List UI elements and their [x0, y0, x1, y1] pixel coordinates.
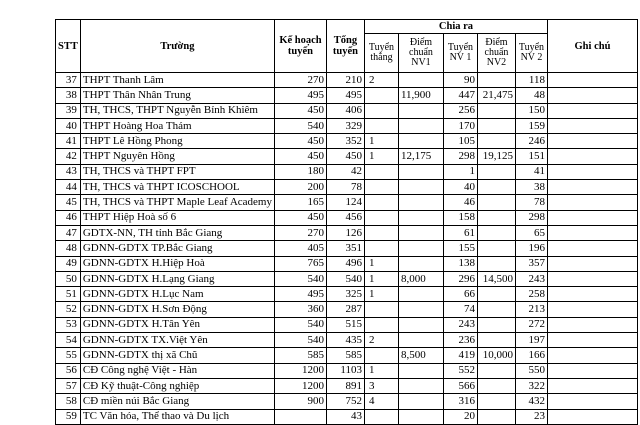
- cell-tuyen-nv1: 552: [443, 363, 477, 378]
- cell-tuyen-nv1: 256: [443, 103, 477, 118]
- table-row: [56, 287, 638, 302]
- cell-tong-tuyen: 42: [326, 164, 364, 179]
- cell-diem-chuan-nv1: [398, 409, 443, 424]
- header-ke-hoach: Kế hoạch tuyển: [274, 20, 326, 73]
- table-row: [56, 271, 638, 286]
- admissions-table: [55, 19, 638, 425]
- cell-tuyen-nv2: 41: [515, 164, 547, 179]
- cell-ke-hoach: 585: [274, 348, 326, 363]
- cell-tuyen-nv2: 213: [515, 302, 547, 317]
- cell-school-name: GDNN-GDTX H.Hiệp Hoà: [80, 256, 274, 271]
- cell-ke-hoach: 450: [274, 134, 326, 149]
- cell-school-name: GDTX-NN, TH tỉnh Bắc Giang: [80, 225, 274, 240]
- cell-ke-hoach: 765: [274, 256, 326, 271]
- cell-stt: 57: [56, 378, 81, 393]
- cell-ghi-chu: [547, 88, 637, 103]
- cell-school-name: GDNN-GDTX H.Sơn Động: [80, 302, 274, 317]
- cell-tuyen-thang: [364, 118, 398, 133]
- cell-tuyen-nv2: 197: [515, 333, 547, 348]
- cell-stt: 37: [56, 73, 81, 88]
- cell-diem-chuan-nv1: [398, 73, 443, 88]
- cell-ke-hoach: 180: [274, 164, 326, 179]
- cell-diem-chuan-nv2: 14,500: [477, 271, 515, 286]
- table-row: [56, 409, 638, 424]
- cell-tuyen-nv1: 46: [443, 195, 477, 210]
- header-diem-chuan-nv2: Điểm chuẩn NV2: [477, 34, 515, 73]
- header-diem-chuan-nv1: Điểm chuẩn NV1: [398, 34, 443, 73]
- cell-tuyen-thang: [364, 88, 398, 103]
- cell-ke-hoach: 540: [274, 118, 326, 133]
- cell-tong-tuyen: 351: [326, 241, 364, 256]
- cell-school-name: THPT Nguyên Hồng: [80, 149, 274, 164]
- cell-tuyen-thang: 1: [364, 134, 398, 149]
- cell-tong-tuyen: 752: [326, 394, 364, 409]
- table-row: [56, 348, 638, 363]
- cell-stt: 42: [56, 149, 81, 164]
- cell-ghi-chu: [547, 225, 637, 240]
- cell-diem-chuan-nv1: [398, 134, 443, 149]
- cell-ghi-chu: [547, 394, 637, 409]
- cell-tuyen-thang: [364, 103, 398, 118]
- cell-tuyen-thang: 1: [364, 256, 398, 271]
- table-row: [56, 149, 638, 164]
- cell-diem-chuan-nv1: [398, 103, 443, 118]
- cell-tuyen-thang: 1: [364, 287, 398, 302]
- cell-ke-hoach: 540: [274, 333, 326, 348]
- cell-tuyen-nv2: 357: [515, 256, 547, 271]
- cell-ghi-chu: [547, 333, 637, 348]
- cell-tuyen-nv1: 40: [443, 180, 477, 195]
- cell-tuyen-thang: 3: [364, 378, 398, 393]
- cell-diem-chuan-nv2: [477, 164, 515, 179]
- cell-diem-chuan-nv2: [477, 73, 515, 88]
- cell-stt: 54: [56, 333, 81, 348]
- cell-tong-tuyen: 210: [326, 73, 364, 88]
- cell-school-name: CĐ Công nghệ Việt - Hàn: [80, 363, 274, 378]
- cell-tuyen-nv1: 566: [443, 378, 477, 393]
- cell-school-name: THPT Lê Hồng Phong: [80, 134, 274, 149]
- cell-stt: 41: [56, 134, 81, 149]
- cell-ke-hoach: 540: [274, 317, 326, 332]
- cell-diem-chuan-nv2: [477, 409, 515, 424]
- cell-diem-chuan-nv1: [398, 241, 443, 256]
- cell-diem-chuan-nv1: [398, 256, 443, 271]
- cell-diem-chuan-nv2: [477, 210, 515, 225]
- cell-diem-chuan-nv2: 21,475: [477, 88, 515, 103]
- cell-school-name: THPT Thân Nhân Trung: [80, 88, 274, 103]
- cell-tuyen-nv1: 316: [443, 394, 477, 409]
- cell-tuyen-nv2: 298: [515, 210, 547, 225]
- cell-tuyen-nv2: 23: [515, 409, 547, 424]
- cell-tuyen-nv2: 38: [515, 180, 547, 195]
- cell-diem-chuan-nv1: [398, 302, 443, 317]
- cell-ghi-chu: [547, 256, 637, 271]
- cell-diem-chuan-nv2: [477, 363, 515, 378]
- cell-stt: 56: [56, 363, 81, 378]
- cell-ghi-chu: [547, 195, 637, 210]
- cell-tuyen-nv2: 550: [515, 363, 547, 378]
- cell-diem-chuan-nv2: [477, 256, 515, 271]
- cell-school-name: GDNN-GDTX H.Tân Yên: [80, 317, 274, 332]
- cell-tuyen-nv1: 158: [443, 210, 477, 225]
- cell-diem-chuan-nv1: [398, 180, 443, 195]
- cell-stt: 59: [56, 409, 81, 424]
- cell-ghi-chu: [547, 363, 637, 378]
- header-tuyen-thang: Tuyển thẳng: [364, 34, 398, 73]
- cell-school-name: GDNN-GDTX thị xã Chũ: [80, 348, 274, 363]
- cell-tong-tuyen: 124: [326, 195, 364, 210]
- cell-diem-chuan-nv1: 12,175: [398, 149, 443, 164]
- cell-stt: 44: [56, 180, 81, 195]
- cell-tuyen-nv2: 243: [515, 271, 547, 286]
- table-row: [56, 195, 638, 210]
- header-tuyen-nv1: Tuyển NV 1: [443, 34, 477, 73]
- cell-diem-chuan-nv2: [477, 378, 515, 393]
- cell-tuyen-nv2: 196: [515, 241, 547, 256]
- cell-tuyen-nv2: 272: [515, 317, 547, 332]
- cell-stt: 39: [56, 103, 81, 118]
- cell-stt: 53: [56, 317, 81, 332]
- cell-diem-chuan-nv1: 11,900: [398, 88, 443, 103]
- cell-diem-chuan-nv1: [398, 317, 443, 332]
- cell-tuyen-nv2: 150: [515, 103, 547, 118]
- cell-stt: 55: [56, 348, 81, 363]
- cell-tuyen-nv2: 65: [515, 225, 547, 240]
- cell-school-name: THPT Hiệp Hoà số 6: [80, 210, 274, 225]
- cell-tong-tuyen: 329: [326, 118, 364, 133]
- cell-school-name: GDNN-GDTX H.Lạng Giang: [80, 271, 274, 286]
- cell-tuyen-thang: 4: [364, 394, 398, 409]
- cell-tuyen-thang: 1: [364, 363, 398, 378]
- cell-diem-chuan-nv2: [477, 317, 515, 332]
- cell-tuyen-nv2: 258: [515, 287, 547, 302]
- cell-tuyen-nv2: 166: [515, 348, 547, 363]
- cell-diem-chuan-nv2: [477, 225, 515, 240]
- cell-tuyen-thang: [364, 210, 398, 225]
- cell-ke-hoach: [274, 409, 326, 424]
- table-header: [56, 20, 638, 73]
- table-row: [56, 225, 638, 240]
- table-row: [56, 333, 638, 348]
- cell-tuyen-nv1: 105: [443, 134, 477, 149]
- cell-tuyen-thang: [364, 225, 398, 240]
- cell-ghi-chu: [547, 164, 637, 179]
- cell-tuyen-nv2: 159: [515, 118, 547, 133]
- header-tuyen-nv2: Tuyển NV 2: [515, 34, 547, 73]
- cell-stt: 58: [56, 394, 81, 409]
- cell-ghi-chu: [547, 180, 637, 195]
- cell-tuyen-thang: [364, 348, 398, 363]
- admissions-table-sheet: [55, 19, 638, 425]
- cell-ke-hoach: 405: [274, 241, 326, 256]
- table-row: [56, 302, 638, 317]
- cell-diem-chuan-nv2: [477, 333, 515, 348]
- cell-tong-tuyen: 325: [326, 287, 364, 302]
- cell-tuyen-nv2: 48: [515, 88, 547, 103]
- cell-diem-chuan-nv2: [477, 287, 515, 302]
- cell-tong-tuyen: 891: [326, 378, 364, 393]
- cell-school-name: THPT Thanh Lâm: [80, 73, 274, 88]
- cell-ke-hoach: 495: [274, 287, 326, 302]
- table-row: [56, 378, 638, 393]
- cell-tuyen-nv1: 61: [443, 225, 477, 240]
- cell-tuyen-nv1: 138: [443, 256, 477, 271]
- cell-ke-hoach: 360: [274, 302, 326, 317]
- cell-ke-hoach: 1200: [274, 363, 326, 378]
- cell-ghi-chu: [547, 118, 637, 133]
- cell-diem-chuan-nv1: [398, 195, 443, 210]
- table-row: [56, 394, 638, 409]
- cell-diem-chuan-nv2: 10,000: [477, 348, 515, 363]
- cell-diem-chuan-nv2: [477, 394, 515, 409]
- cell-ke-hoach: 200: [274, 180, 326, 195]
- cell-tuyen-nv1: 66: [443, 287, 477, 302]
- cell-school-name: CĐ Kỹ thuật-Công nghiệp: [80, 378, 274, 393]
- cell-tong-tuyen: 287: [326, 302, 364, 317]
- cell-tuyen-nv1: 447: [443, 88, 477, 103]
- cell-ghi-chu: [547, 149, 637, 164]
- cell-stt: 51: [56, 287, 81, 302]
- cell-tuyen-nv1: 90: [443, 73, 477, 88]
- cell-ghi-chu: [547, 134, 637, 149]
- cell-tong-tuyen: 496: [326, 256, 364, 271]
- cell-ghi-chu: [547, 210, 637, 225]
- cell-ke-hoach: 495: [274, 88, 326, 103]
- cell-tong-tuyen: 126: [326, 225, 364, 240]
- cell-tuyen-nv1: 298: [443, 149, 477, 164]
- cell-stt: 45: [56, 195, 81, 210]
- cell-tong-tuyen: 78: [326, 180, 364, 195]
- cell-diem-chuan-nv1: [398, 287, 443, 302]
- cell-ke-hoach: 900: [274, 394, 326, 409]
- cell-diem-chuan-nv1: [398, 164, 443, 179]
- cell-ke-hoach: 270: [274, 73, 326, 88]
- cell-diem-chuan-nv1: 8,000: [398, 271, 443, 286]
- cell-tong-tuyen: 435: [326, 333, 364, 348]
- table-row: [56, 118, 638, 133]
- cell-tuyen-nv1: 296: [443, 271, 477, 286]
- cell-school-name: GDNN-GDTX TP.Bắc Giang: [80, 241, 274, 256]
- cell-tuyen-thang: [364, 180, 398, 195]
- cell-ke-hoach: 450: [274, 149, 326, 164]
- cell-stt: 49: [56, 256, 81, 271]
- cell-tong-tuyen: 352: [326, 134, 364, 149]
- cell-school-name: TH, THCS và THPT Maple Leaf Academy: [80, 195, 274, 210]
- cell-school-name: THPT Hoàng Hoa Thám: [80, 118, 274, 133]
- cell-tuyen-nv2: 246: [515, 134, 547, 149]
- cell-stt: 38: [56, 88, 81, 103]
- cell-ke-hoach: 540: [274, 271, 326, 286]
- cell-diem-chuan-nv1: [398, 210, 443, 225]
- cell-diem-chuan-nv2: [477, 103, 515, 118]
- cell-ghi-chu: [547, 317, 637, 332]
- cell-tuyen-thang: 2: [364, 333, 398, 348]
- cell-stt: 52: [56, 302, 81, 317]
- table-row: [56, 73, 638, 88]
- cell-tuyen-thang: [364, 241, 398, 256]
- table-row: [56, 88, 638, 103]
- cell-tuyen-nv2: 151: [515, 149, 547, 164]
- cell-school-name: GDNN-GDTX H.Lục Nam: [80, 287, 274, 302]
- cell-school-name: TH, THCS, THPT Nguyễn Bỉnh Khiêm: [80, 103, 274, 118]
- cell-tuyen-nv2: 322: [515, 378, 547, 393]
- cell-tuyen-nv2: 118: [515, 73, 547, 88]
- cell-tuyen-thang: [364, 164, 398, 179]
- table-row: [56, 241, 638, 256]
- cell-diem-chuan-nv1: [398, 394, 443, 409]
- cell-tuyen-thang: [364, 302, 398, 317]
- cell-ghi-chu: [547, 103, 637, 118]
- cell-tuyen-nv1: 419: [443, 348, 477, 363]
- cell-ke-hoach: 450: [274, 210, 326, 225]
- cell-diem-chuan-nv2: [477, 195, 515, 210]
- cell-diem-chuan-nv2: [477, 134, 515, 149]
- table-row: [56, 180, 638, 195]
- cell-diem-chuan-nv1: [398, 118, 443, 133]
- cell-tong-tuyen: 450: [326, 149, 364, 164]
- table-row: [56, 134, 638, 149]
- cell-school-name: TC Văn hóa, Thể thao và Du lịch: [80, 409, 274, 424]
- cell-tuyen-nv1: 170: [443, 118, 477, 133]
- table-row: [56, 164, 638, 179]
- cell-tuyen-nv2: 78: [515, 195, 547, 210]
- cell-tuyen-thang: 1: [364, 149, 398, 164]
- cell-tuyen-thang: [364, 409, 398, 424]
- cell-tuyen-thang: 2: [364, 73, 398, 88]
- cell-ke-hoach: 270: [274, 225, 326, 240]
- cell-tuyen-nv2: 432: [515, 394, 547, 409]
- cell-tong-tuyen: 540: [326, 271, 364, 286]
- cell-school-name: TH, THCS và THPT ICOSCHOOL: [80, 180, 274, 195]
- cell-tong-tuyen: 406: [326, 103, 364, 118]
- cell-ghi-chu: [547, 348, 637, 363]
- cell-tong-tuyen: 585: [326, 348, 364, 363]
- cell-ke-hoach: 1200: [274, 378, 326, 393]
- cell-ghi-chu: [547, 409, 637, 424]
- cell-diem-chuan-nv2: [477, 241, 515, 256]
- header-tong-tuyen: Tổng tuyển: [326, 20, 364, 73]
- cell-tong-tuyen: 515: [326, 317, 364, 332]
- table-row: [56, 317, 638, 332]
- cell-diem-chuan-nv1: [398, 363, 443, 378]
- cell-diem-chuan-nv1: 8,500: [398, 348, 443, 363]
- cell-stt: 46: [56, 210, 81, 225]
- table-row: [56, 363, 638, 378]
- cell-diem-chuan-nv1: [398, 225, 443, 240]
- cell-stt: 40: [56, 118, 81, 133]
- cell-school-name: GDNN-GDTX TX.Việt Yên: [80, 333, 274, 348]
- cell-ke-hoach: 165: [274, 195, 326, 210]
- cell-tuyen-nv1: 74: [443, 302, 477, 317]
- cell-diem-chuan-nv1: [398, 378, 443, 393]
- cell-school-name: CĐ miền núi Bắc Giang: [80, 394, 274, 409]
- header-truong: Trường: [80, 20, 274, 73]
- cell-ghi-chu: [547, 241, 637, 256]
- cell-tuyen-nv1: 20: [443, 409, 477, 424]
- cell-ghi-chu: [547, 302, 637, 317]
- cell-ghi-chu: [547, 378, 637, 393]
- cell-ke-hoach: 450: [274, 103, 326, 118]
- cell-tuyen-thang: [364, 317, 398, 332]
- cell-diem-chuan-nv1: [398, 333, 443, 348]
- cell-tong-tuyen: 1103: [326, 363, 364, 378]
- table-row: [56, 256, 638, 271]
- cell-tuyen-nv1: 155: [443, 241, 477, 256]
- cell-stt: 43: [56, 164, 81, 179]
- cell-school-name: TH, THCS và THPT FPT: [80, 164, 274, 179]
- cell-diem-chuan-nv2: [477, 118, 515, 133]
- cell-tong-tuyen: 43: [326, 409, 364, 424]
- cell-ghi-chu: [547, 73, 637, 88]
- cell-diem-chuan-nv2: [477, 180, 515, 195]
- cell-tuyen-thang: [364, 195, 398, 210]
- cell-ghi-chu: [547, 287, 637, 302]
- cell-tuyen-nv1: 236: [443, 333, 477, 348]
- table-row: [56, 103, 638, 118]
- cell-diem-chuan-nv2: [477, 302, 515, 317]
- header-chia-ra: Chia ra: [364, 20, 547, 34]
- header-stt: STT: [56, 20, 81, 73]
- header-ghi-chu: Ghi chú: [547, 20, 637, 73]
- cell-tuyen-nv1: 1: [443, 164, 477, 179]
- cell-stt: 50: [56, 271, 81, 286]
- table-body: [56, 73, 638, 425]
- cell-tuyen-nv1: 243: [443, 317, 477, 332]
- cell-diem-chuan-nv2: 19,125: [477, 149, 515, 164]
- table-row: [56, 210, 638, 225]
- cell-stt: 48: [56, 241, 81, 256]
- cell-ghi-chu: [547, 271, 637, 286]
- cell-tuyen-thang: 1: [364, 271, 398, 286]
- cell-tong-tuyen: 495: [326, 88, 364, 103]
- cell-stt: 47: [56, 225, 81, 240]
- cell-tong-tuyen: 456: [326, 210, 364, 225]
